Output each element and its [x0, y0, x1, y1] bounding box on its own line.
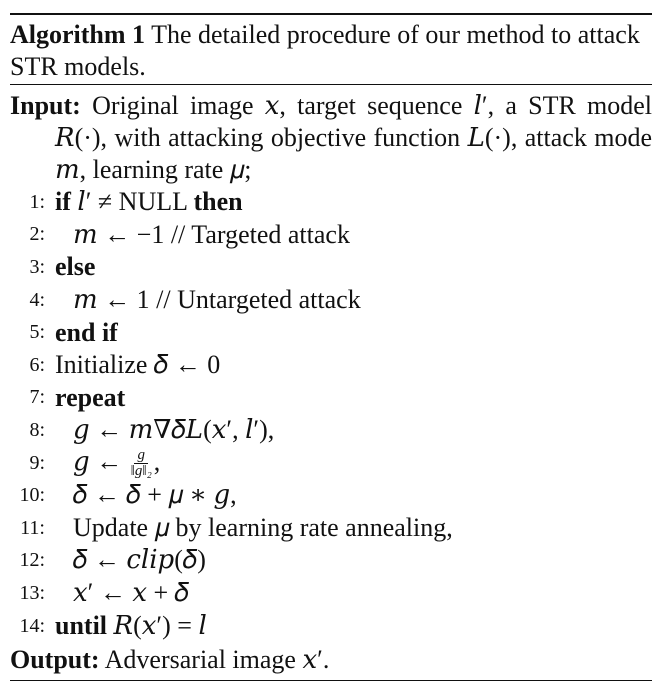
algo-line-14: [10, 610, 652, 643]
line-text: 𝛿 ← 𝛿 + 𝜇 ∗ 𝑔,: [73, 480, 237, 510]
algo-line-1: [10, 186, 652, 219]
fraction: [131, 448, 152, 479]
line-text: 𝑚 ← −1 // Targeted attack: [73, 219, 350, 249]
output-spec: [10, 642, 652, 676]
line-text: 𝑔 ← 𝑚∇𝛿𝐿(𝑥′, 𝑙′),: [73, 414, 275, 444]
output-text: Adversarial image 𝑥′.: [104, 645, 330, 675]
line-number: 10:: [19, 484, 45, 507]
line-text-suffix: ,: [153, 446, 161, 476]
algo-line-5: [10, 316, 652, 349]
line-text: Update 𝜇 by learning rate annealing,: [73, 512, 453, 542]
line-number: 8:: [29, 418, 45, 441]
line-number: 13:: [19, 581, 45, 604]
line-text: 𝑙′ ≠ NULL: [70, 187, 194, 217]
input-spec: [10, 90, 652, 186]
algo-line-3: [10, 251, 652, 284]
keyword-until: until: [55, 611, 108, 641]
caption-text: The detailed procedure of our method to attack STR models.: [10, 20, 640, 81]
fraction-numerator: g: [134, 448, 148, 464]
line-text: 𝑔 ←: [73, 446, 129, 476]
line-number: 6:: [29, 353, 45, 376]
algo-line-12: [10, 545, 652, 578]
algorithm-body: [10, 85, 652, 680]
line-number: 1:: [29, 190, 45, 213]
line-number: 3:: [29, 255, 45, 278]
algo-line-7: [10, 382, 652, 415]
keyword-end-if: end if: [55, 317, 118, 347]
output-label: Output:: [10, 645, 100, 675]
line-number: 4:: [29, 288, 45, 311]
line-number: 14:: [19, 614, 45, 637]
line-number: 5:: [29, 321, 45, 344]
algo-line-6: [10, 349, 652, 382]
input-label: Input:: [10, 91, 81, 120]
algo-line-13: [10, 577, 652, 610]
line-number: 2:: [29, 223, 45, 246]
bottom-rule: [10, 680, 652, 681]
fraction-denominator: ‖g‖₂: [130, 463, 152, 480]
keyword-then: then: [193, 187, 243, 217]
line-number: 12:: [19, 549, 45, 572]
line-text: 𝑚 ← 1 // Untargeted attack: [73, 285, 361, 315]
algo-line-9: [10, 447, 652, 480]
keyword-repeat: repeat: [55, 382, 126, 412]
algorithm-caption: [10, 15, 652, 84]
algo-line-2: [10, 219, 652, 252]
algo-line-4: [10, 284, 652, 317]
caption-label: Algorithm 1: [10, 20, 146, 49]
keyword-else: else: [55, 252, 96, 282]
algo-line-10: [10, 479, 652, 512]
line-text: 𝛿 ← 𝑐𝑙𝑖𝑝(𝛿): [73, 545, 206, 575]
line-number: 11:: [20, 516, 45, 539]
input-text: Original image 𝑥, target sequence 𝑙′, a STR model 𝑅(·), with attacking objective function 𝐿(·), attack mode 𝑚, learning rate 𝜇;: [55, 91, 653, 184]
line-number: 7:: [29, 386, 45, 409]
algo-line-11: [10, 512, 652, 545]
keyword-if: if: [55, 187, 71, 217]
line-text: Initialize 𝛿 ← 0: [55, 349, 221, 379]
line-text: 𝑅(𝑥′) = 𝑙: [107, 611, 207, 641]
algorithm-box: [10, 13, 652, 681]
line-text: 𝑥′ ← 𝑥 + 𝛿: [73, 577, 190, 607]
algo-line-8: [10, 414, 652, 447]
line-number: 9:: [29, 451, 45, 474]
